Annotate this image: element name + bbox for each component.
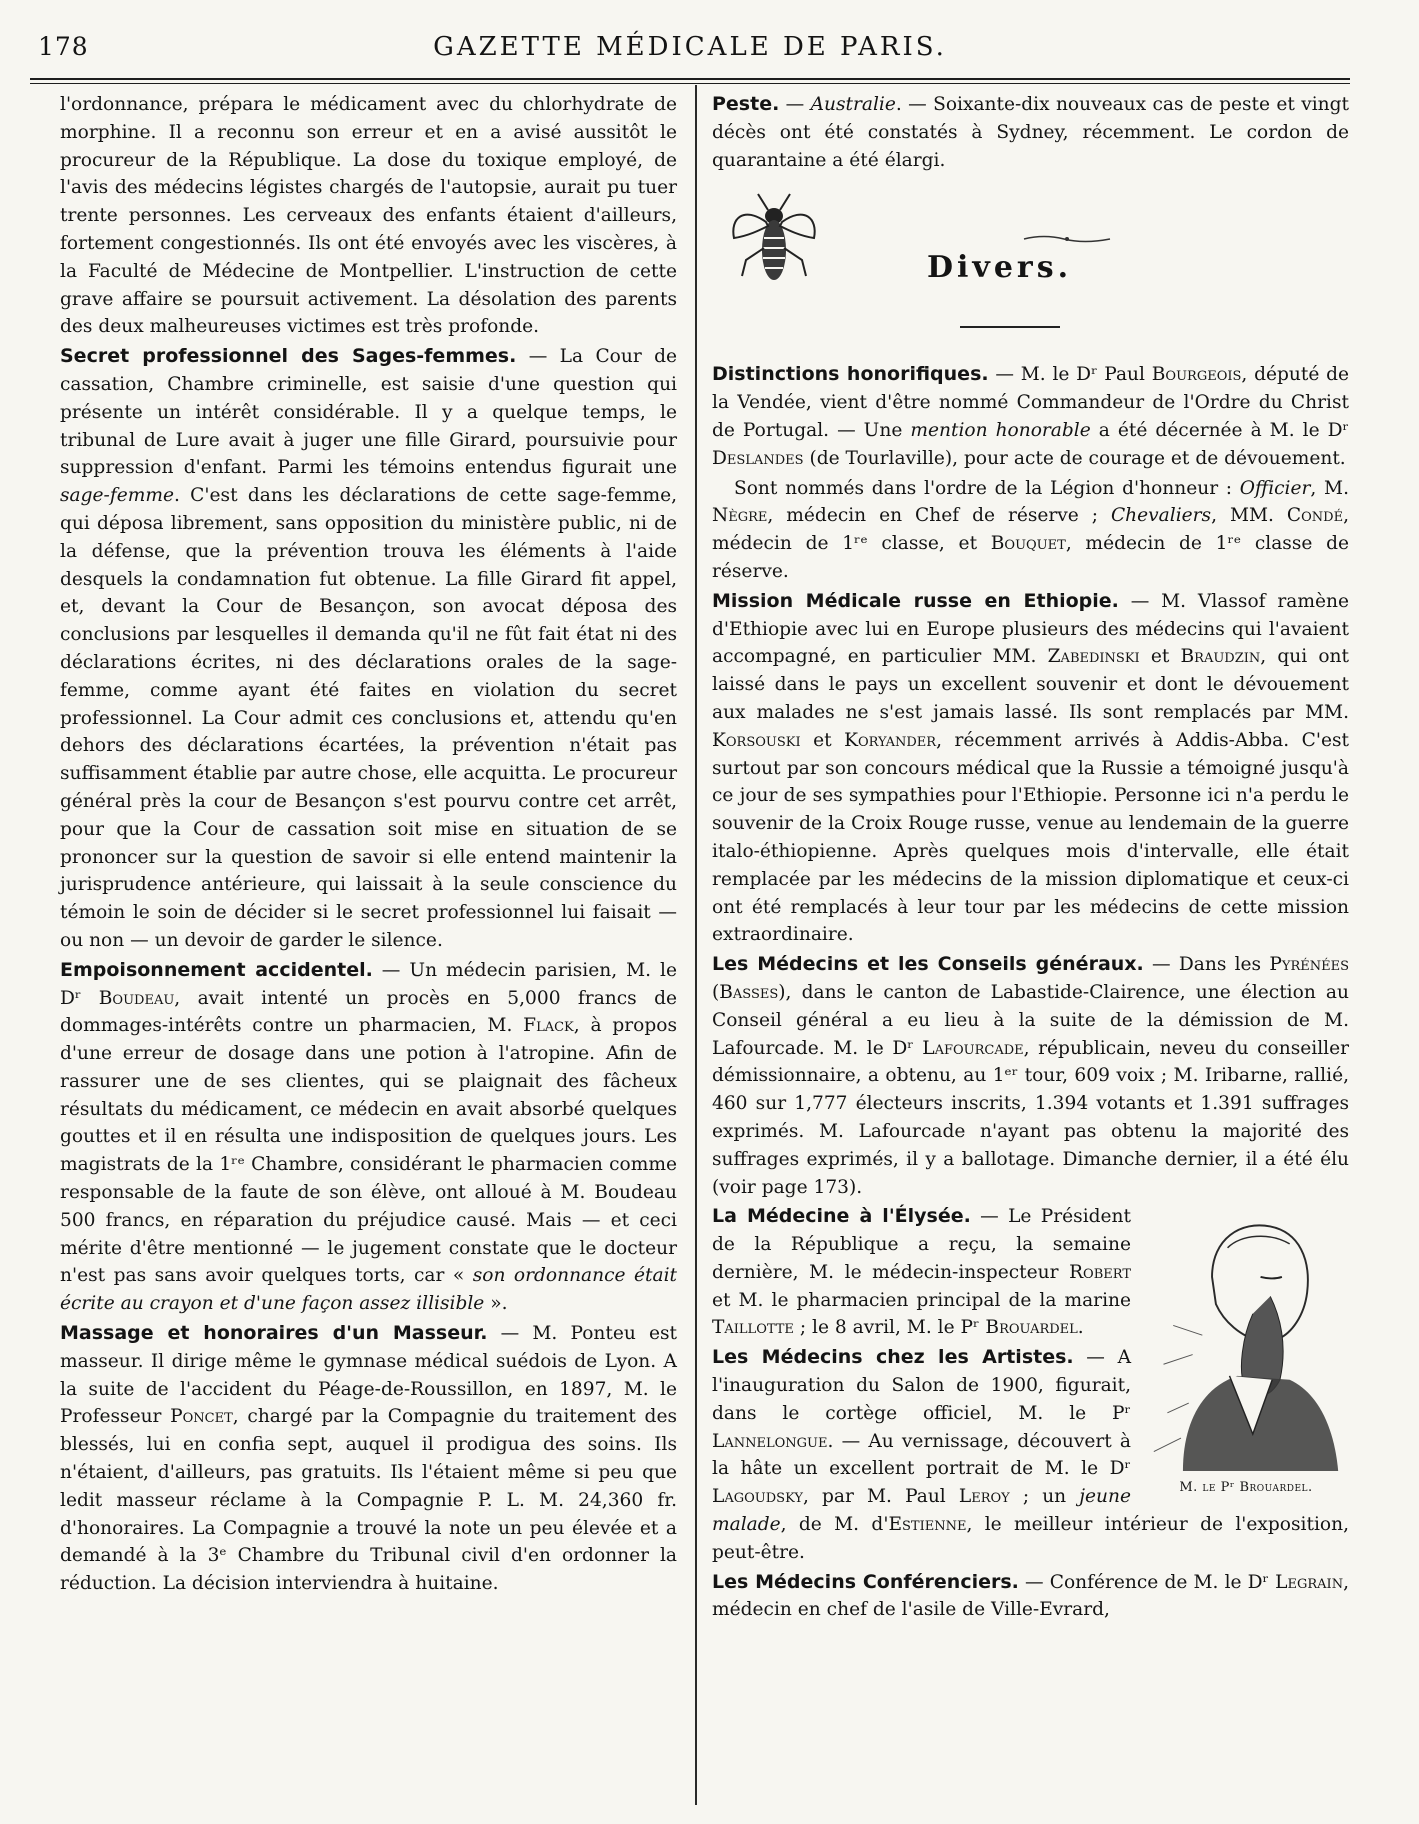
portrait-caption: M. le Pʳ Brouardel.: [1179, 1479, 1313, 1495]
bee-icon: [724, 188, 824, 288]
article-mission-ethiopie: Mission Médicale russe en Ethiopie. — M. Vlassof ramène d'Ethiopie avec lui en Europe plusieurs des médecins qui l'avaient accompagné, en particulier MM. Zabedinski et Braudzin, qui ont laissé dans le pays un excellent souvenir et dont le dévouement aux malades ne s'est jamais lassé. Ils sont remplacés par MM. Korsouski et Koryander, récemment arrivés à Addis-Abba. C'est surtout par son concours médical que la Russie a témoigné jusqu'à ce jour de ses sympathies pour l'Ethiopie. Personne ici n'a perdu le souvenir de la Croix Rouge russe, venue au lendemain de la guerre italo-éthiopienne. Après quelques mois d'intervalle, elle était remplacée par les médecins de la mission diplomatique et ceux-ci ont été remplacés à leur tour par les médecins de cette mission extraordinaire.: [712, 589, 1349, 946]
article-secret-professionnel: Secret professionnel des Sages-femmes. — La Cour de cassation, Chambre criminelle, est saisie d'une question qui présente un intérêt considérable. Il y a quelque temps, le tribunal de Lure avait à juger une fille Girard, poursuivie pour suppression d'enfant. Parmi les témoins entendus figurait une sage-femme. C'est dans les déclarations de cette sage-femme, qui déposa librement, sans opposition du ministère public, ni de la défense, que la prévention trouva les éléments à l'aide desquels la condamnation fut obtenue. La fille Girard fit appel, et, devant la Cour de Besançon, son avocat déposa des conclusions par lesquelles il demanda qu'il ne fût fait état ni des déclarations écrites, ni des déclarations orales de la sage-femme, comme ayant été faites en violation du secret professionnel. La Cour admit ces conclusions et, attendu qu'en dehors des déclarations écartées, la prévention n'était pas suffisamment établie par autre chose, elle acquitta. Le procureur général près la cour de Besançon s'est pourvu contre cet arrêt, pour que la Cour de cassation soit mise en situation de se prononcer sur la question de savoir si elle entend maintenir la jurisprudence antérieure, qui laissait à la seule conscience du témoin le soin de décider si le secret professionnel lui faisait — ou non — un devoir de garder le silence.: [60, 345, 677, 951]
article-title: Secret professionnel des Sages-femmes.: [60, 345, 517, 368]
article-title: Les Médecins Conférenciers.: [712, 1570, 1019, 1593]
page-header: [30, 22, 1350, 70]
article-title: Mission Médicale russe en Ethiopie.: [712, 589, 1119, 612]
article-title: Massage et honoraires d'un Masseur.: [60, 1322, 488, 1345]
header-rule: [30, 78, 1350, 80]
article-massage: Massage et honoraires d'un Masseur. — M. Ponteu est masseur. Il dirige même le gymnase médical suédois de Lyon. A la suite de l'accident du Péage-de-Roussillon, en 1897, M. le Professeur Poncet, chargé par la Compagnie du traitement des blessés, lui en confia sept, auquel il prodigua des soins. Ils n'étaient, d'ailleurs, pas gratuits. Ils l'étaient même si peu que ledit masseur réclame à la Compagnie P. L. M. 24,360 fr. d'honoraires. La Compagnie a trouvé la note un peu élevée et a demandé à la 3ᵉ Chambre du Tribunal civil d'en ordonner la réduction. La décision interviendra à huitaine.: [60, 1322, 677, 1595]
article-distinctions: Distinctions honorifiques. — M. le Dʳ Paul Bourgeois, député de la Vendée, vient d'être nommé Commandeur de l'Ordre du Christ de Portugal. — Une mention honorable a été décernée à M. le Dʳ Deslandes (de Tourlaville), pour acte de courage et de dévouement.: [712, 363, 1349, 469]
article-poisoning-continued: l'ordonnance, prépara le médicament avec du chlorhydrate de morphine. Il a reconnu son erreur et en a avisé aussitôt le procureur de la République. La dose du toxique employé, de l'avis des médecins légistes chargés de l'autopsie, aurait pu tuer trente personnes. Les cerveaux des enfants étaient d'ailleurs, fortement congestionnés. Ils ont été envoyés avec les viscères, à la Faculté de Médecine de Montpellier. L'instruction de cette grave affaire se poursuit activement. La désolation des parents des deux malheureuses victimes est très profonde.: [60, 94, 677, 338]
portrait-brouardel: [1141, 1209, 1351, 1501]
article-title: Empoisonnement accidentel.: [60, 958, 373, 981]
article-conseils-generaux: Les Médecins et les Conseils généraux. — Dans les Pyrénées (Basses), dans le canton de Labastide-Clairence, une élection au Conseil général a eu lieu à la suite de la démission de M. Lafourcade. M. le Dʳ Lafourcade, républicain, neveu du conseiller démissionnaire, a obtenu, au 1ᵉʳ tour, 609 voix ; M. Iribarne, rallié, 460 sur 1,777 électeurs inscrits, 1.394 votants et 1.391 suffrages exprimés. M. Lafourcade n'ayant pas obtenu la majorité des suffrages exprimés, il y a ballotage. Dimanche dernier, il a été élu (voir page 173).: [712, 953, 1349, 1198]
section-rule: [960, 326, 1060, 328]
journal-title: GAZETTE MÉDICALE DE PARIS.: [433, 32, 947, 62]
article-empoisonnement: Empoisonnement accidentel. — Un médecin parisien, M. le Dʳ Boudeau, avait intenté un procès en 5,000 francs de dommages-intérêts contre un pharmacien, M. Flack, à propos d'une erreur de dosage dans une potion à l'atropine. Afin de rassurer une de ses clientes, qui se plaignait des fâcheux résultats du médicament, ce médecin en avait absorbé quelques gouttes et il en résulta une indisposition de quelques jours. Les magistrats de la 1ʳᵉ Chambre, considérant le pharmacien comme responsable de la faute de son élève, ont alloué à M. Boudeau 500 francs, en réparation du préjudice causé. Mais — et ceci mérite d'être mentionné — le jugement constate que le docteur n'est pas sans avoir quelques torts, car « son ordonnance était écrite au crayon et d'une façon assez illisible ».: [60, 958, 677, 1315]
article-artistes: Les Médecins chez les Artistes. — A l'inauguration du Salon de 1900, figurait, dans le cortège officiel, M. le Pʳ Lannelongue. — Au vernissage, découvert à la hâte un excellent portrait de M. le Dʳ Lagoudsky, par M. Paul Leroy ; un jeune malade, de M. d'Estienne, le meilleur intérieur de l'exposition, peut-être.: [712, 1346, 1349, 1563]
article-title: Les Médecins chez les Artistes.: [712, 1346, 1074, 1369]
article-title: Les Médecins et les Conseils généraux.: [712, 953, 1144, 976]
article-title: La Médecine à l'Élysée.: [712, 1205, 971, 1228]
article-conferenciers: Les Médecins Conférenciers. — Conférence de M. le Dʳ Legrain, médecin en chef de l'asile de Ville-Evrard,: [712, 1570, 1349, 1621]
article-legion-honneur: Sont nommés dans l'ordre de la Légion d'honneur : Officier, M. Nègre, médecin en Chef de réserve ; Chevaliers, MM. Condé, médecin de 1ʳᵉ classe, et Bouquet, médecin de 1ʳᵉ classe de réserve.: [712, 477, 1349, 582]
article-title: Distinctions honorifiques.: [712, 363, 989, 386]
page-number: 178: [38, 32, 89, 61]
left-column: [60, 91, 677, 1600]
divers-section-header: [712, 176, 1349, 361]
article-elysee: La Médecine à l'Élysée. — Le Président de la République a reçu, la semaine dernière, M. le médecin-inspecteur Robert et M. le pharmacien principal de la marine Taillotte ; le 8 avril, M. le Pʳ Brouardel.: [712, 1205, 1131, 1339]
header-rule-thin: [30, 83, 1350, 84]
article-peste: Peste. — Australie. — Soixante-dix nouveaux cas de peste et vingt décès ont été constatés à Sydney, récemment. Le cordon de quarantaine a été élargi.: [712, 93, 1349, 171]
article-title: Peste.: [712, 93, 780, 115]
column-divider: [695, 85, 697, 1805]
right-column: [712, 91, 1349, 1626]
section-title-divers: Divers.: [927, 250, 1073, 286]
ornament-flourish: [1022, 234, 1112, 244]
portrait-engraving: [1141, 1209, 1351, 1471]
